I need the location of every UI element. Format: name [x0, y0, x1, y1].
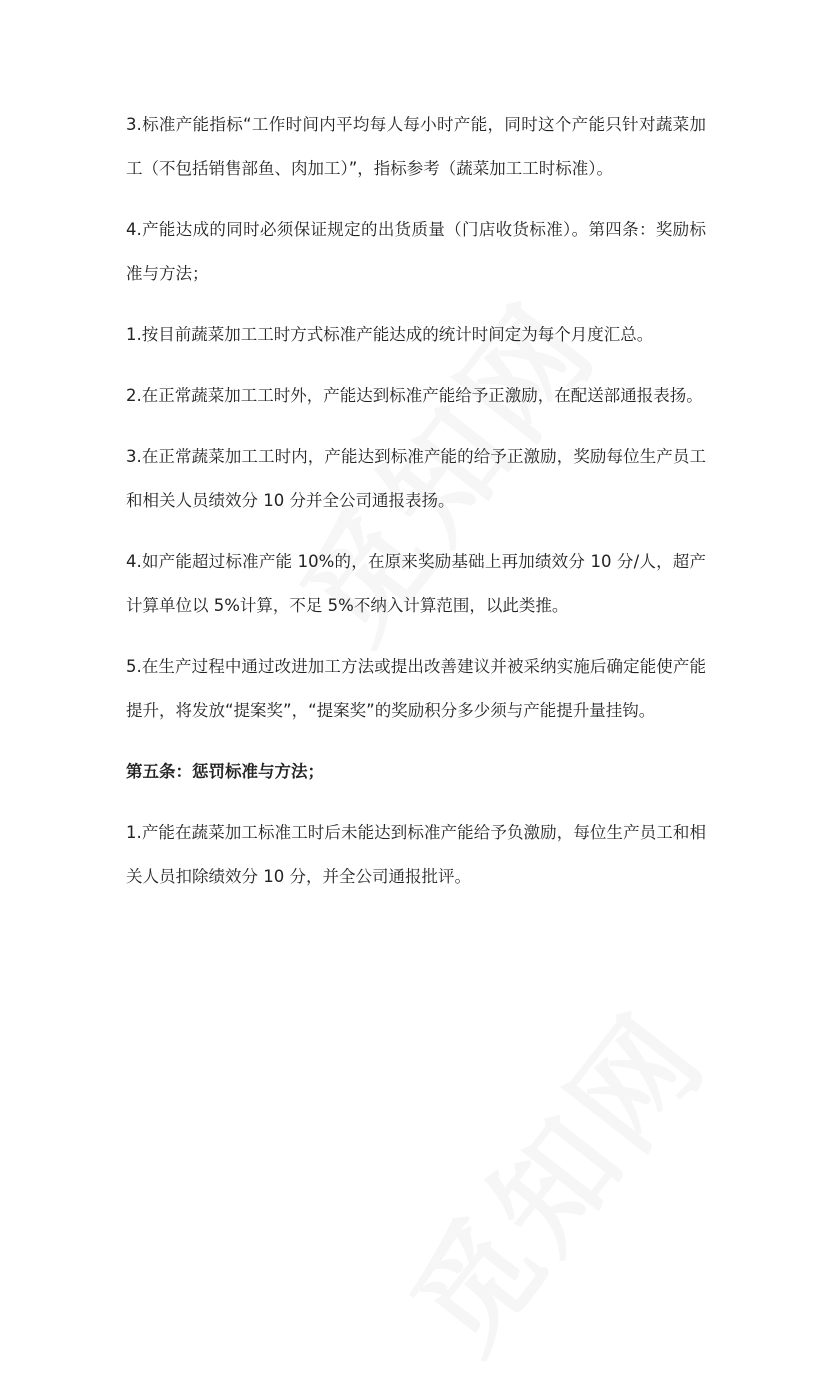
- paragraph-penalty-1: 1.产能在蔬菜加工标准工时后未能达到标准产能给予负激励，每位生产员工和相关人员扣除绩效分 10 分，并全公司通报批评。: [126, 823, 706, 886]
- paragraph-reward-1: 1.按目前蔬菜加工工时方式标准产能达成的统计时间定为每个月度汇总。: [126, 325, 654, 344]
- paragraph-reward-2: 2.在正常蔬菜加工工时外，产能达到标准产能给予正激励，在配送部通报表扬。: [126, 386, 703, 405]
- paragraph-standard-capacity-indicator: 3.标准产能指标“工作时间内平均每人每小时产能，同时这个产能只针对蔬菜加工（不包括销售部鱼、肉加工）”，指标参考（蔬菜加工工时标准）。: [126, 115, 706, 178]
- section-heading-penalty: 第五条：惩罚标准与方法；: [126, 762, 324, 781]
- paragraph-reward-3: 3.在正常蔬菜加工工时内，产能达到标准产能的给予正激励，奖励每位生产员工和相关人员绩效分 10 分并全公司通报表扬。: [126, 447, 706, 510]
- paragraph-reward-5: 5.在生产过程中通过改进加工方法或提出改善建议并被采纳实施后确定能使产能提升，将发放“提案奖”，“提案奖”的奖励积分多少须与产能提升量挂钩。: [126, 657, 706, 720]
- document-body: [126, 103, 706, 916]
- paragraph-quality-requirement: 4.产能达成的同时必须保证规定的出货质量（门店收货标准）。第四条：奖励标准与方法；: [126, 220, 706, 283]
- paragraph-reward-4: 4.如产能超过标准产能 10%的，在原来奖励基础上再加绩效分 10 分/人，超产计算单位以 5%计算，不足 5%不纳入计算范围，以此类推。: [126, 552, 706, 615]
- watermark: [366, 972, 738, 1380]
